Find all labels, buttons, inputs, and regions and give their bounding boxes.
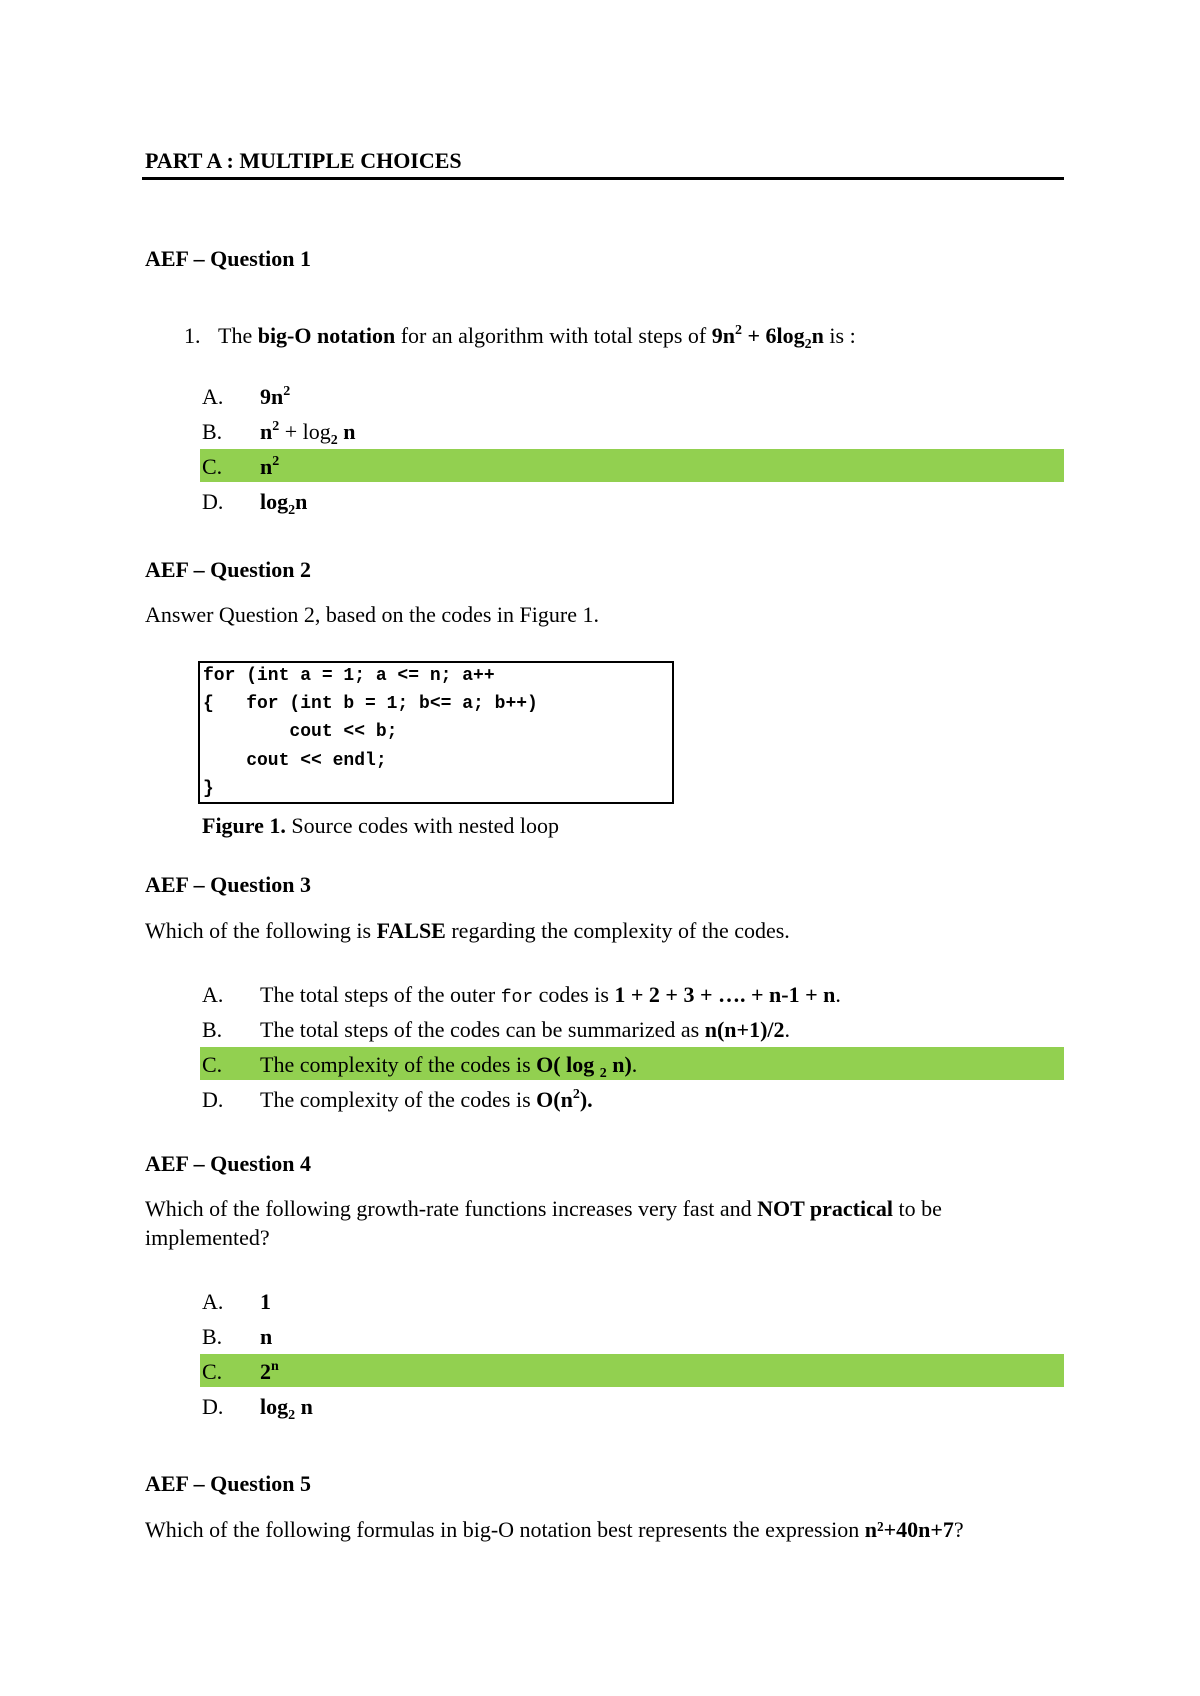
- q1-option-a-letter: A.: [202, 384, 224, 409]
- q3-option-d-letter: D.: [202, 1087, 224, 1112]
- code-line-3: cout << b;: [203, 722, 398, 742]
- q4-option-c-letter: C.: [202, 1359, 223, 1384]
- q1-option-a-text: $9n^2$: [260, 384, 291, 409]
- q3-option-c-letter: C.: [202, 1052, 223, 1077]
- q4-option-d-letter: D.: [202, 1394, 224, 1419]
- question-4-text-line-1: Which of the following growth-rate functions increases very fast and NOT practical to be: [145, 1196, 942, 1221]
- q3-option-c-text: The complexity of the codes is O( log $_2$ n).: [260, 1052, 638, 1081]
- question-1-number: 1.: [184, 323, 201, 348]
- part-title: PART A : MULTIPLE CHOICES: [145, 148, 462, 173]
- question-1-text: The big-O notation for an algorithm with total steps of $9n^2 + 6\log_2n$ is :: [218, 323, 856, 352]
- q3-option-a-text: The total steps of the outer for codes is 1 + 2 + 3 + …. + n-1 + n.: [260, 982, 841, 1008]
- code-line-1: for (int a = 1; a <= n; a++: [203, 666, 495, 686]
- q4-option-d-text: $\log_2 n$: [260, 1394, 313, 1423]
- q4-option-c-text: 2$^n$: [260, 1359, 279, 1384]
- title-underline: [142, 177, 1064, 180]
- q1-option-d-text: $\log_2n$: [260, 489, 308, 518]
- code-line-5: }: [203, 779, 214, 799]
- q1-option-d-letter: D.: [202, 489, 224, 514]
- q4-option-a-letter: A.: [202, 1289, 224, 1314]
- q1-option-b-letter: B.: [202, 419, 223, 444]
- q1-option-c-text: $n^2$: [260, 454, 280, 479]
- q4-option-b-text: n: [260, 1324, 273, 1349]
- q1-option-c-letter: C.: [202, 454, 223, 479]
- question-2-intro: Answer Question 2, based on the codes in Figure 1.: [145, 602, 599, 627]
- q4-option-b-letter: B.: [202, 1324, 223, 1349]
- question-5-text: Which of the following formulas in big-O notation best represents the expression n²+40n+7?: [145, 1517, 964, 1542]
- question-4-heading: AEF – Question 4: [145, 1151, 312, 1176]
- q3-option-b-letter: B.: [202, 1017, 223, 1042]
- question-2-heading: AEF – Question 2: [145, 557, 312, 582]
- q1-option-b-text: $n^2 + \log_2 n$: [260, 419, 356, 448]
- question-5-heading: AEF – Question 5: [145, 1471, 312, 1496]
- question-4-text-line-2: implemented?: [145, 1225, 270, 1250]
- q3-option-b-text: The total steps of the codes can be summarized as n(n+1)/2.: [260, 1017, 791, 1042]
- code-line-4: cout << endl;: [203, 751, 387, 771]
- question-3-text: Which of the following is FALSE regarding the complexity of the codes.: [145, 918, 790, 943]
- figure-caption: Figure 1. Source codes with nested loop: [202, 813, 560, 838]
- q4-correct-answer-highlight: [200, 1354, 1064, 1387]
- question-3-heading: AEF – Question 3: [145, 872, 312, 897]
- code-line-2: { for (int b = 1; b<= a; b++): [203, 694, 538, 714]
- question-1-heading: AEF – Question 1: [145, 246, 312, 271]
- q3-option-d-text: The complexity of the codes is $O(n^2)$.: [260, 1087, 593, 1112]
- q3-option-a-letter: A.: [202, 982, 224, 1007]
- q1-correct-answer-highlight: [200, 449, 1064, 482]
- q4-option-a-text: 1: [260, 1289, 271, 1314]
